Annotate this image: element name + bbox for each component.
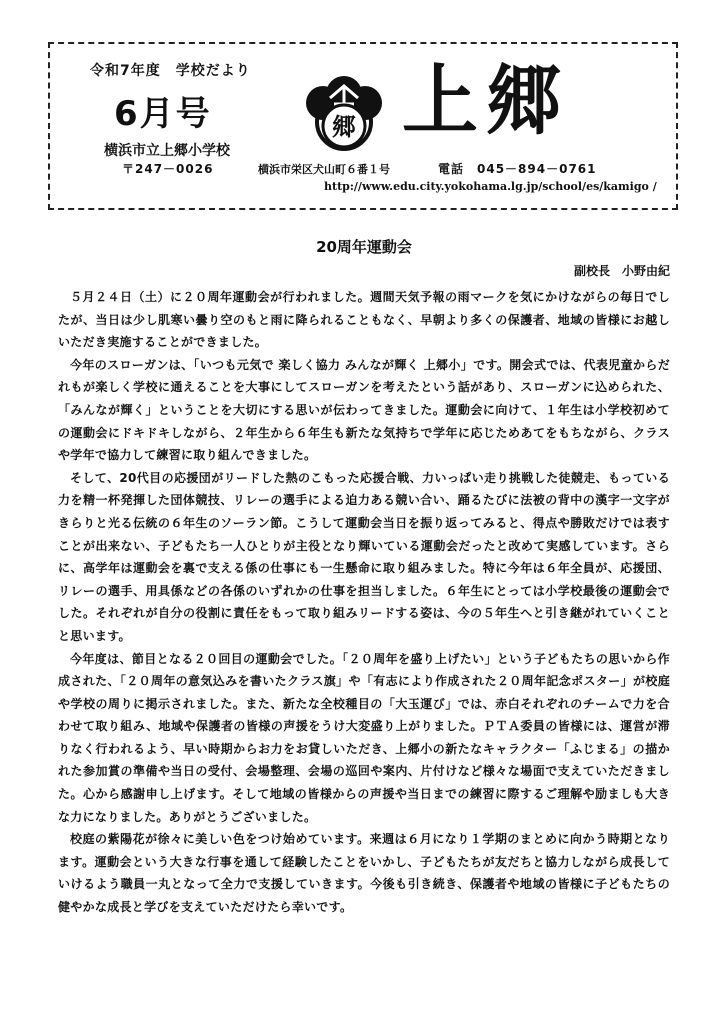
school-url[interactable]: http://www.edu.city.yokohama.lg.jp/school/es/kamigo /: [324, 180, 657, 193]
emblem-character: 郷: [332, 112, 356, 141]
school-emblem-icon: [296, 74, 392, 152]
article-paragraph: そして、20代目の応援団がリードした熱のこもった応援合戦、力いっぱい走り挑戦した徒競走、もっている力を精一杯発揮した団体競技、リレーの選手による迫力ある競い合い、踊るたびに法被の背中の漢字一文字がきらりと光る伝統の６年生のソーラン節。こうして運動会当日を振り返ってみると、得点や勝敗だけでは表すことが出来ない、子どもたち一人ひとりが主役となり輝いている運動会だったと改めて実感しています。さらに、高学年は運動会を裏で支える係の仕事にも一生懸命に取り組みました。特に今年は６年全員が、応援団、リレーの選手、用具係などの各係のいずれかの仕事を担当しました。６年生にとっては小学校最後の運動会でした。それぞれが自分の役割に責任をもって取り組みリードする姿は、今の５年生へと引き継がれていくことと思います。: [58, 470, 670, 643]
school-address: 横浜市栄区犬山町６番１号: [258, 163, 390, 176]
article-paragraph: 今年度は、節目となる２０回目の運動会でした。「２０周年を盛り上げたい」という子どもたちの思いから作成された、「２０周年の意気込みを書いたクラス旗」や「有志により作成された２０周年記念ポスター」が校庭や学校の周りに掲示されました。また、新たな全校種目の「大玉運び」では、赤白それぞれのチームで力を合わせて取り組み、地域や保護者の皆様の声援をうけ大変盛り上がりました。ＰＴＡ委員の皆様には、運営が滞りなく行われるよう、早い時期からお力をお貸しいただき、上郷小の新たなキャラクター「ふじまる」の描かれた参加賞の準備や当日の受付、会場整理、会場の巡回や案内、片付けなど様々な場面で支えていただきました。心から感謝申し上げます。そして地域の皆様からの声援や当日までの練習に際するご理解や励ましも大きな力になりました。ありがとうございました。: [58, 651, 670, 824]
article-paragraph: ５月２４日（土）に２０周年運動会が行われました。週間天気予報の雨マークを気にかけながらの毎日でしたが、当日は少し肌寒い曇り空のもと雨に降られることもなく、早朝より多くの保護者、地域の皆様にお越しいただき実施することができました。: [58, 290, 670, 350]
school-phone: 電話 045－894－0761: [438, 162, 597, 176]
masthead-title: 上郷: [402, 56, 570, 145]
newsletter-period: 令和7年度 学校だより: [90, 63, 251, 79]
article-paragraph: 今年のスローガンは、「いつも元気で 楽しく協力 みんなが輝く 上郷小」です。開会式では、代表児童からだれもが楽しく学校に通えることを大事にしてスローガンを考えたという話があり、スローガンに込められた、「みんなが輝く」ということを大切にする思いが伝わってきました。運動会に向けて、１年生は小学校初めての運動会にドキドキしながら、２年生から６年生も新たな気持ちで学年に応じためあてをもちながら、クラスや学年で協力して練習に取り組んできました。: [58, 357, 670, 463]
article-author: 副校長 小野由紀: [573, 264, 670, 278]
article-paragraph: 校庭の紫陽花が徐々に美しい色をつけ始めています。来週は６月になり１学期のまとめに向かう時期となります。運動会という大きな行事を通して経験したことをいかし、子どもたちが友だちと協力しながら成長していけるよう職員一丸となって全力で支援していきます。今後も引き続き、保護者や地域の皆様に子どもたちの健やかな成長と学びを支えていただけたら幸いです。: [58, 832, 670, 915]
school-name: 横浜市立上郷小学校: [104, 143, 230, 159]
article-title: 20周年運動会: [316, 238, 412, 256]
postal-code: 〒247－0026: [122, 162, 214, 176]
article-body: [58, 286, 670, 919]
issue-number: 6月号: [114, 94, 212, 134]
